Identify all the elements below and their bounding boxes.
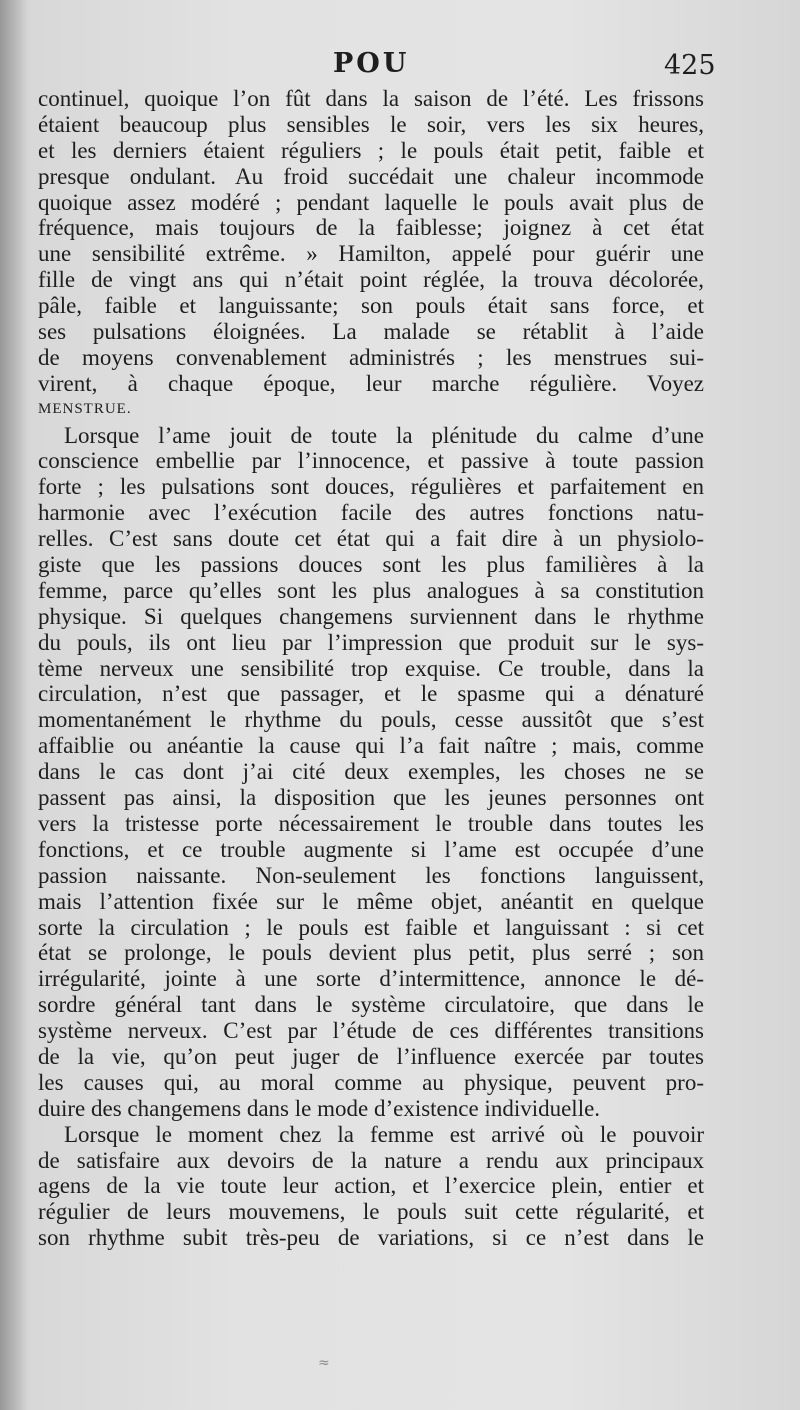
text-line: dans le cas dont j’ai cité deux exemples, les choses ne se — [38, 759, 704, 785]
text-line: physique. Si quelques changemens surviennent dans le rhythme — [38, 603, 704, 629]
text-line: fréquence, mais toujours de la faiblesse; joignez à cet état — [38, 215, 704, 241]
text-line: une sensibilité extrême. » Hamilton, appelé pour guérir une — [38, 241, 704, 267]
text-line: agens de la vie toute leur action, et l’exercice plein, entier et — [38, 1173, 704, 1199]
text-line: vers la tristesse porte nécessairement le trouble dans toutes les — [38, 810, 704, 836]
text-line: mais l’attention fixée sur le même objet, anéantit en quelque — [38, 888, 704, 914]
text-line: quoique assez modéré ; pendant laquelle le pouls avait plus de — [38, 189, 704, 215]
text-line: conscience embellie par l’innocence, et passive à toute passion — [38, 448, 704, 474]
page-number: 425 — [664, 50, 716, 81]
text-line: momentanément le rhythme du pouls, cesse aussitôt que s’est — [38, 707, 704, 733]
text-line: sordre général tant dans le système circulatoire, que dans le — [38, 992, 704, 1018]
text-line: irrégularité, jointe à une sorte d’intermittence, annonce le dé- — [38, 966, 704, 992]
running-head: POU — [333, 48, 410, 79]
body-text — [38, 86, 704, 1251]
text-line: relles. C’est sans doute cet état qui a fait dire à un physiolo- — [38, 526, 704, 552]
text-line: les causes qui, au moral comme au physique, peuvent pro- — [38, 1069, 704, 1095]
text-line: de satisfaire aux devoirs de la nature a rendu aux principaux — [38, 1147, 704, 1173]
text-line: fille de vingt ans qui n’était point réglée, la trouva décolorée, — [38, 267, 704, 293]
text-line: fonctions, et ce trouble augmente si l’ame est occupée d’une — [38, 836, 704, 862]
page-header — [0, 48, 800, 88]
text-line: harmonie avec l’exécution facile des autres fonctions natu- — [38, 500, 704, 526]
text-line: MENSTRUE. — [38, 400, 132, 417]
print-mark-icon: ≈ — [318, 1355, 330, 1371]
text-line: forte ; les pulsations sont douces, régulières et parfaitement en — [38, 474, 704, 500]
text-line: virent, à chaque époque, leur marche régulière. Voyez — [38, 370, 704, 396]
text-line: tème nerveux une sensibilité trop exquise. Ce trouble, dans la — [38, 655, 704, 681]
text-line: état se prolonge, le pouls devient plus petit, plus serré ; son — [38, 940, 704, 966]
text-line: sorte la circulation ; le pouls est faible et languissant : si cet — [38, 914, 704, 940]
text-line: pâle, faible et languissante; son pouls était sans force, et — [38, 293, 704, 319]
text-line: presque ondulant. Au froid succédait une chaleur incommode — [38, 163, 704, 189]
text-line: de la vie, qu’on peut juger de l’influence exercée par toutes — [38, 1043, 704, 1069]
text-line: et les derniers étaient réguliers ; le pouls était petit, faible et — [38, 137, 704, 163]
text-line: continuel, quoique l’on fût dans la saison de l’été. Les frissons — [38, 86, 704, 111]
text-line: duire des changemens dans le mode d’existence individuelle. — [38, 1095, 601, 1121]
text-line: passion naissante. Non-seulement les fonctions languissent, — [38, 862, 704, 888]
text-line: étaient beaucoup plus sensibles le soir, vers les six heures, — [38, 111, 704, 137]
text-line: système nerveux. C’est par l’étude de ces différentes transitions — [38, 1018, 704, 1044]
paragraph-start-line: Lorsque l’ame jouit de toute la plénitude du calme d’une — [64, 422, 704, 448]
text-line: son rhythme subit très-peu de variations, si ce n’est dans le — [38, 1225, 704, 1251]
text-line: du pouls, ils ont lieu par l’impression que produit sur le sys- — [38, 629, 704, 655]
binding-shadow — [0, 0, 28, 1410]
text-line: ses pulsations éloignées. La malade se rétablit à l’aide — [38, 319, 704, 345]
text-line: passent pas ainsi, la disposition que les jeunes personnes ont — [38, 785, 704, 811]
text-line: affaiblie ou anéantie la cause qui l’a fait naître ; mais, comme — [38, 733, 704, 759]
text-line: circulation, n’est que passager, et le spasme qui a dénaturé — [38, 681, 704, 707]
paragraph-start-line: Lorsque le moment chez la femme est arrivé où le pouvoir — [64, 1121, 704, 1147]
text-line: giste que les passions douces sont les plus familières à la — [38, 552, 704, 578]
text-line: de moyens convenablement administrés ; les menstrues sui- — [38, 344, 704, 370]
text-line: femme, parce qu’elles sont les plus analogues à sa constitution — [38, 577, 704, 603]
text-line: régulier de leurs mouvemens, le pouls suit cette régularité, et — [38, 1199, 704, 1225]
